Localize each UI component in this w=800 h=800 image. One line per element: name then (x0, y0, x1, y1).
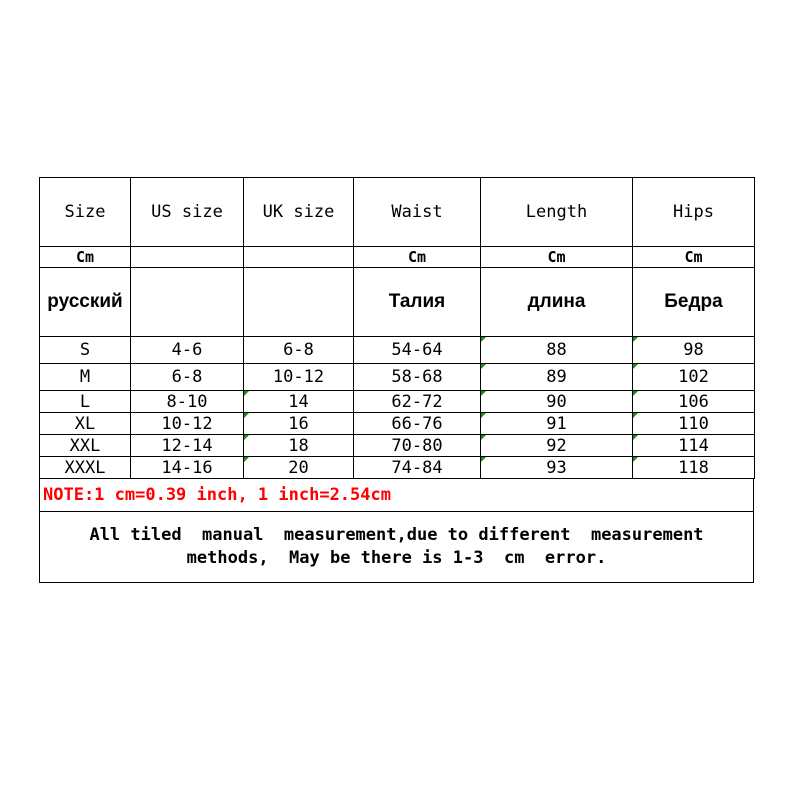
waist-cell: 70-80 (354, 435, 481, 457)
size-cell: M (40, 364, 131, 391)
header-waist: Waist (354, 178, 481, 247)
russian-label-row (40, 268, 755, 337)
length-cell: 93 (481, 457, 633, 479)
waist-cell: 66-76 (354, 413, 481, 435)
length-cell: 91 (481, 413, 633, 435)
us-size-cell: 6-8 (131, 364, 244, 391)
length-cell: 89 (481, 364, 633, 391)
russian-label: длина (481, 268, 633, 337)
uk-size-cell: 14 (244, 391, 354, 413)
header-length: Length (481, 178, 633, 247)
unit-cell (131, 247, 244, 268)
table-row (40, 413, 755, 435)
hips-cell: 118 (633, 457, 755, 479)
size-cell: XL (40, 413, 131, 435)
size-cell: XXL (40, 435, 131, 457)
size-chart (39, 177, 754, 583)
size-cell: XXXL (40, 457, 131, 479)
us-size-cell: 4-6 (131, 337, 244, 364)
disclaimer-line-1: All tiled manual measurement,due to different measurement (89, 525, 704, 545)
waist-cell: 58-68 (354, 364, 481, 391)
length-cell: 92 (481, 435, 633, 457)
hips-cell: 110 (633, 413, 755, 435)
header-us-size: US size (131, 178, 244, 247)
us-size-cell: 8-10 (131, 391, 244, 413)
unit-cell: Cm (481, 247, 633, 268)
uk-size-cell: 10-12 (244, 364, 354, 391)
length-cell: 90 (481, 391, 633, 413)
waist-cell: 54-64 (354, 337, 481, 364)
hips-cell: 114 (633, 435, 755, 457)
table-row (40, 391, 755, 413)
header-hips: Hips (633, 178, 755, 247)
table-row (40, 457, 755, 479)
length-cell: 88 (481, 337, 633, 364)
size-table (39, 177, 755, 479)
waist-cell: 62-72 (354, 391, 481, 413)
us-size-cell: 12-14 (131, 435, 244, 457)
table-row (40, 337, 755, 364)
header-row (40, 178, 755, 247)
hips-cell: 102 (633, 364, 755, 391)
table-row (40, 435, 755, 457)
hips-cell: 98 (633, 337, 755, 364)
table-row (40, 364, 755, 391)
us-size-cell: 10-12 (131, 413, 244, 435)
russian-label (244, 268, 354, 337)
measurement-disclaimer (39, 512, 754, 583)
russian-label (131, 268, 244, 337)
russian-label: Бедра (633, 268, 755, 337)
russian-label: русский (40, 268, 131, 337)
disclaimer-line-2: methods, May be there is 1-3 cm error. (186, 548, 607, 568)
unit-cell (244, 247, 354, 268)
size-cell: S (40, 337, 131, 364)
uk-size-cell: 6-8 (244, 337, 354, 364)
header-size: Size (40, 178, 131, 247)
waist-cell: 74-84 (354, 457, 481, 479)
header-uk-size: UK size (244, 178, 354, 247)
russian-label: Талия (354, 268, 481, 337)
us-size-cell: 14-16 (131, 457, 244, 479)
unit-row (40, 247, 755, 268)
uk-size-cell: 18 (244, 435, 354, 457)
hips-cell: 106 (633, 391, 755, 413)
unit-cell: Cm (40, 247, 131, 268)
uk-size-cell: 16 (244, 413, 354, 435)
uk-size-cell: 20 (244, 457, 354, 479)
size-cell: L (40, 391, 131, 413)
unit-cell: Cm (354, 247, 481, 268)
unit-cell: Cm (633, 247, 755, 268)
conversion-note: NOTE:1 cm=0.39 inch, 1 inch=2.54cm (39, 479, 754, 512)
